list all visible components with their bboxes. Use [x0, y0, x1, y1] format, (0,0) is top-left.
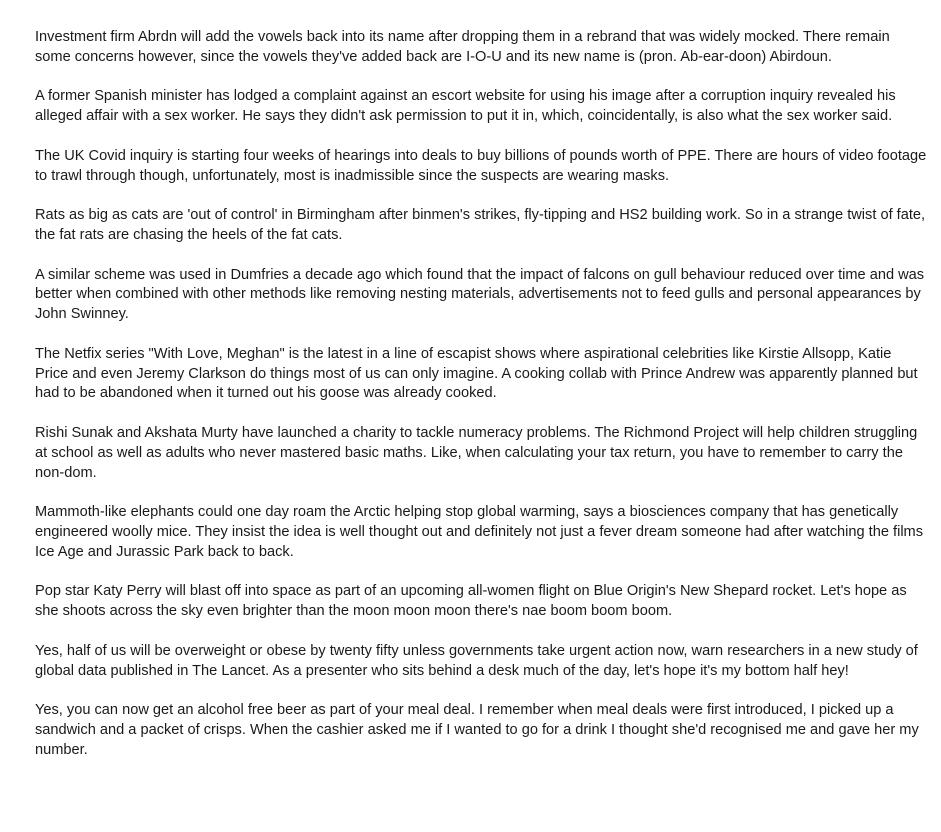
paragraph-dumfries-falcons: A similar scheme was used in Dumfries a decade ago which found that the impact of falcons on gull behaviour reduced over time and was better when combined with other methods like removing nesting materials, advertisements not to feed gulls and personal appearances by John Swinney.	[35, 266, 925, 323]
paragraph-abrdn: Investment firm Abrdn will add the vowels back into its name after dropping them in a rebrand that was widely mocked. There remain some concerns however, since the vowels they've added back are I-O-U and its new name is (pron. Ab-ear-doon) Abirdoun.	[35, 29, 890, 65]
paragraph-woolly-mice: Mammoth-like elephants could one day roam the Arctic helping stop global warming, says a biosciences company that has genetically engineered woolly mice. They insist the idea is well thought out and definitely not just a fever dream someone had after watching the films Ice Age and Jurassic Park back to back.	[35, 504, 924, 560]
paragraph-netflix-meghan: The Netfix series "With Love, Meghan" is the latest in a line of escapist shows where aspirational celebrities like Kirstie Allsopp, Katie Price and even Jeremy Clarkson do things most of us can only imagine. A cooking collab with Prince Andrew was apparently planned but had to be abandoned when it turned out his goose was already cooked.	[35, 345, 918, 402]
paragraph-obesity-study: Yes, half of us will be overweight or obese by twenty fifty unless governments take urgent action now, warn researchers in a new study of global data published in The Lancet. As a presenter who sits behind a desk much of the day, let's hope it's my bottom half hey!	[35, 642, 918, 679]
paragraph-covid-inquiry: The UK Covid inquiry is starting four weeks of hearings into deals to buy billions of pounds worth of PPE. There are hours of video footage to trawl through though, unfortunately, most is inadmissible since the suspects are wearing masks.	[35, 147, 927, 184]
paragraph-spanish-minister: A former Spanish minister has lodged a complaint against an escort website for using his image after a corruption inquiry revealed his alleged affair with a sex worker. He says they didn't ask permission to put it in, which, coincidentally, is also what the sex worker said.	[35, 88, 896, 125]
paragraph-meal-deal: Yes, you can now get an alcohol free beer as part of your meal deal. I remember when meal deals were first introduced, I picked up a sandwich and a packet of crisps. When the cashier asked me if I wanted to go for a drink I thought she'd recognised me and gave her my number.	[35, 702, 919, 758]
document-body	[35, 28, 927, 780]
paragraph-sunak-charity: Rishi Sunak and Akshata Murty have launched a charity to tackle numeracy problems. The Richmond Project will help children struggling at school as well as adults who never mastered basic maths. Like, when calculating your tax return, you have to remember to carry the non-dom.	[35, 424, 918, 481]
paragraph-katy-perry: Pop star Katy Perry will blast off into space as part of an upcoming all-women flight on Blue Origin's New Shepard rocket. Let's hope as she shoots across the sky even brighter than the moon moon moon there's nae boom boom boom.	[35, 583, 907, 620]
paragraph-birmingham-rats: Rats as big as cats are 'out of control' in Birmingham after binmen's strikes, fly-tipping and HS2 building work. So in a strange twist of fate, the fat rats are chasing the heels of the fat cats.	[35, 207, 926, 243]
